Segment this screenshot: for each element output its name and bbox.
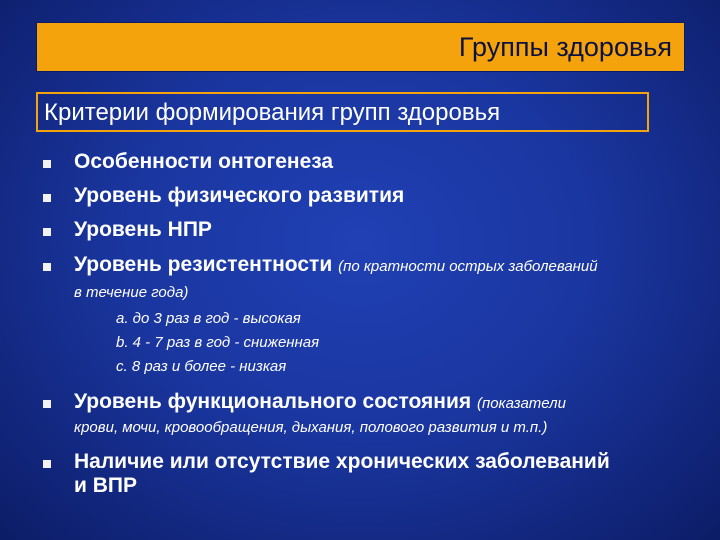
criterion-resistance-label: Уровень резистентности: [74, 253, 333, 276]
bullet-icon: [43, 228, 51, 236]
bullet-icon: [43, 400, 51, 408]
bullet-icon: [43, 160, 51, 168]
resistance-level-reduced: b. 4 - 7 раз в год - сниженная: [116, 334, 320, 351]
resistance-level-low: c. 8 раз и более - низкая: [116, 358, 287, 375]
title-bar: [36, 22, 685, 72]
bullet-icon: [43, 460, 51, 468]
criterion-npr: Уровень НПР: [74, 218, 212, 241]
slide-subtitle: Критерии формирования групп здоровья: [44, 99, 501, 126]
criterion-physical-development: Уровень физического развития: [74, 184, 405, 207]
criterion-ontogenesis: Особенности онтогенеза: [74, 150, 334, 173]
criterion-resistance-note: (по кратности острых заболеваний: [338, 258, 598, 275]
bullet-icon: [43, 263, 51, 271]
criterion-functional-state-label: Уровень функционального состояния: [74, 390, 472, 413]
criterion-functional-state: [74, 390, 566, 414]
subtitle-box: [36, 92, 649, 132]
criterion-functional-state-note: (показатели: [476, 395, 566, 412]
criterion-chronic-diseases-line2: и ВПР: [74, 474, 138, 497]
criterion-functional-state-note-cont: крови, мочи, кровообращения, дыхания, полового развития и т.п.): [74, 419, 548, 436]
criterion-chronic-diseases: Наличие или отсутствие хронических заболеваний: [74, 450, 610, 473]
resistance-level-high: a. до 3 раз в год - высокая: [116, 310, 301, 327]
criterion-resistance-note-cont: в течение года): [74, 284, 189, 301]
bullet-icon: [43, 194, 51, 202]
criterion-resistance: [74, 253, 598, 277]
slide-title: Группы здоровья: [458, 32, 672, 62]
